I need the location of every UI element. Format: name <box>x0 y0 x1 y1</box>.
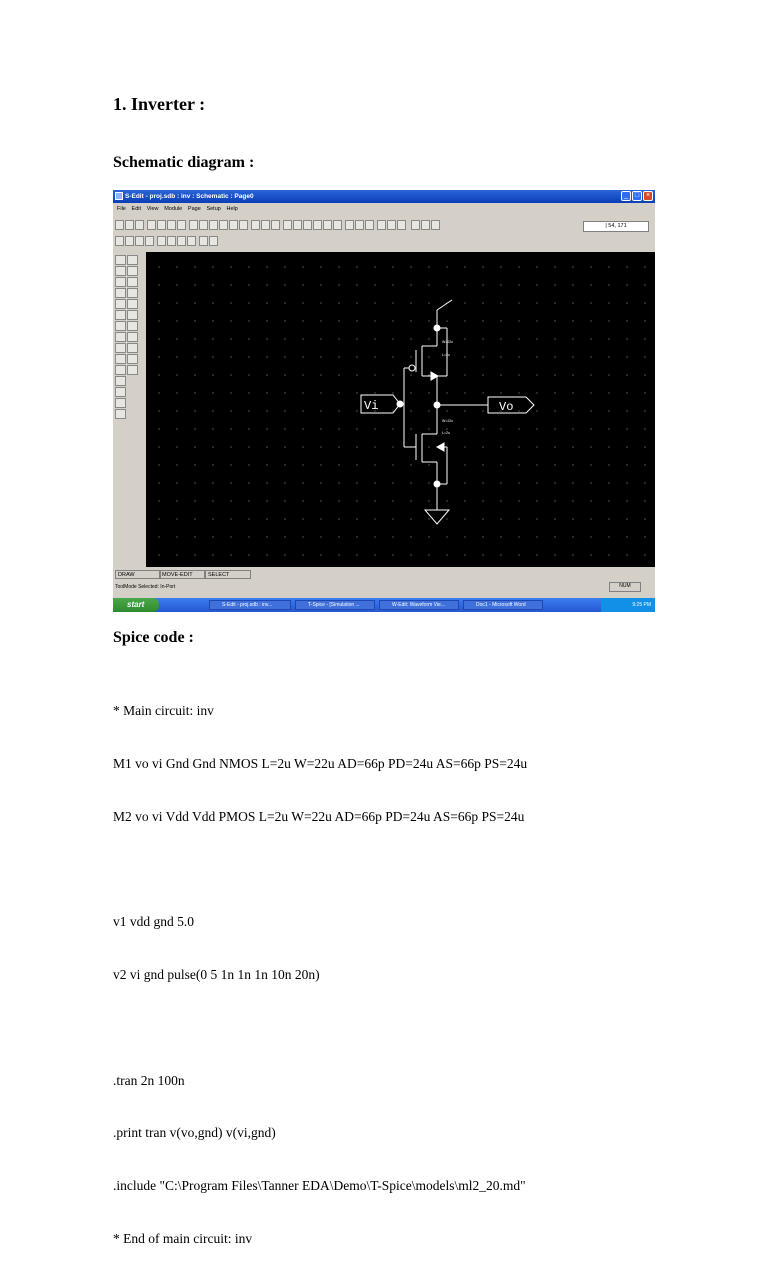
toolbar-button[interactable] <box>145 236 154 246</box>
menu-module[interactable]: Module <box>164 206 183 212</box>
code-line: * End of main circuit: inv <box>113 1231 253 1246</box>
code-line: M1 vo vi Gnd Gnd NMOS L=2u W=22u AD=66p PD=24u AS=66p PS=24u <box>113 755 528 771</box>
task-word[interactable]: Doc1 - Microsoft Word <box>463 600 543 610</box>
toolbar-button[interactable] <box>333 220 342 230</box>
vdd-symbol <box>437 300 452 310</box>
task-t-spice[interactable]: T-Spice - [Simulation ... <box>295 600 375 610</box>
palette-tool-button[interactable] <box>115 277 126 287</box>
toolbar-button[interactable] <box>125 220 134 230</box>
code-line: M2 vo vi Vdd Vdd PMOS L=2u W=22u AD=66p PD=24u AS=66p PS=24u <box>113 808 525 824</box>
ground-symbol <box>425 510 449 524</box>
windows-taskbar <box>113 598 655 612</box>
window-titlebar <box>113 190 655 203</box>
toolbar-button[interactable] <box>387 220 396 230</box>
toolbar-button[interactable] <box>157 236 166 246</box>
secondary-toolbar <box>115 235 653 249</box>
toolbar-button[interactable] <box>135 220 144 230</box>
nmos-l-label: L=2u <box>442 431 450 435</box>
menu-file[interactable]: File <box>117 206 126 212</box>
toolbar-button[interactable] <box>365 220 374 230</box>
code-line: .tran 2n 100n <box>113 1072 185 1088</box>
nmos-transistor <box>416 434 447 462</box>
toolbar-button[interactable] <box>313 220 322 230</box>
pmos-transistor <box>409 346 447 380</box>
toolbar-button[interactable] <box>199 220 208 230</box>
status-bar <box>113 569 655 580</box>
palette-tool-button[interactable] <box>115 387 126 397</box>
toolbar-button[interactable] <box>411 220 420 230</box>
toolbar-button[interactable] <box>303 220 312 230</box>
toolbar-button[interactable] <box>177 236 186 246</box>
toolbar-button[interactable] <box>431 220 440 230</box>
menu-page[interactable]: Page <box>187 206 201 212</box>
minimize-button[interactable]: _ <box>621 191 631 201</box>
palette-tool-button[interactable] <box>127 332 138 342</box>
toolbar-button[interactable] <box>115 236 124 246</box>
pmos-w-label: W=22u <box>442 340 454 344</box>
toolbar-button[interactable] <box>115 220 124 230</box>
toolbar-button[interactable] <box>125 236 134 246</box>
status-select: SELECT <box>205 570 251 579</box>
palette-tool-button[interactable] <box>115 255 126 265</box>
palette-tool-button[interactable] <box>127 343 138 353</box>
palette-tool-button[interactable] <box>115 310 126 320</box>
app-icon <box>115 192 123 200</box>
palette-tool-button[interactable] <box>127 321 138 331</box>
toolbar-button[interactable] <box>135 236 144 246</box>
start-button[interactable]: start <box>113 598 159 612</box>
section-heading: 1. Inverter : <box>113 94 206 114</box>
schematic-heading: Schematic diagram : <box>113 154 255 171</box>
palette-tool-button[interactable] <box>127 255 138 265</box>
vo-label: Vo <box>499 400 514 414</box>
inverter-schematic <box>146 252 655 567</box>
spice-code-block <box>113 667 527 1265</box>
toolbar-button[interactable] <box>283 220 292 230</box>
window-title: S-Edit - proj.sdb : inv : Schematic : Page0 <box>125 193 254 200</box>
schematic-canvas[interactable] <box>146 252 655 567</box>
status-draw: DRAW <box>115 570 161 579</box>
palette-tool-button[interactable] <box>127 277 138 287</box>
toolbar-button[interactable] <box>377 220 386 230</box>
code-line: v2 vi gnd pulse(0 5 1n 1n 1n 10n 20n) <box>113 967 320 983</box>
system-tray-clock: 9:25 PM <box>601 598 655 612</box>
toolbar-button[interactable] <box>199 236 208 246</box>
pmos-l-label: L=2u <box>442 353 450 357</box>
toolbar-button[interactable] <box>209 236 218 246</box>
task-s-edit[interactable]: S-Edit - proj.sdb : inv... <box>209 600 291 610</box>
palette-tool-button[interactable] <box>127 310 138 320</box>
toolbar-button[interactable] <box>239 220 248 230</box>
palette-tool-button[interactable] <box>127 266 138 276</box>
palette-tool-button[interactable] <box>115 299 126 309</box>
code-line: .print tran v(vo,gnd) v(vi,gnd) <box>113 1125 276 1141</box>
menu-help[interactable]: Help <box>226 206 238 212</box>
code-line-blank <box>113 861 527 879</box>
palette-tool-button[interactable] <box>115 321 126 331</box>
palette-tool-button[interactable] <box>115 288 126 298</box>
menu-bar <box>113 204 655 214</box>
toolbar-button[interactable] <box>271 220 280 230</box>
code-line: .include "C:\Program Files\Tanner EDA\Demo\T-Spice\models\ml2_20.md" <box>113 1178 526 1194</box>
toolbar-button[interactable] <box>323 220 332 230</box>
palette-tool-button[interactable] <box>115 365 126 375</box>
menu-edit[interactable]: Edit <box>131 206 142 212</box>
vi-label: Vi <box>364 399 379 413</box>
toolbar-button[interactable] <box>355 220 364 230</box>
toolbar-button[interactable] <box>345 220 354 230</box>
tool-palette <box>115 255 143 567</box>
palette-tool-button[interactable] <box>115 398 126 408</box>
toolbar-button[interactable] <box>209 220 218 230</box>
toolbar-button[interactable] <box>251 220 260 230</box>
toolbar-button[interactable] <box>189 220 198 230</box>
toolbar-button[interactable] <box>167 236 176 246</box>
palette-tool-button[interactable] <box>127 288 138 298</box>
toolbar-button[interactable] <box>229 220 238 230</box>
maximize-button[interactable]: □ <box>632 191 642 201</box>
coordinate-readout: | 54, 171 <box>583 221 649 232</box>
palette-tool-button[interactable] <box>115 343 126 353</box>
palette-tool-button[interactable] <box>115 409 126 419</box>
toolbar-button[interactable] <box>147 220 156 230</box>
palette-tool-button[interactable] <box>115 354 126 364</box>
toolbar-button[interactable] <box>261 220 270 230</box>
palette-tool-button[interactable] <box>115 266 126 276</box>
toolbar-button[interactable] <box>293 220 302 230</box>
toolbar-button[interactable] <box>397 220 406 230</box>
num-lock-indicator: NUM <box>609 582 641 592</box>
palette-tool-button[interactable] <box>127 354 138 364</box>
palette-tool-button[interactable] <box>115 376 126 386</box>
status-move-edit: MOVE-EDIT <box>159 570 205 579</box>
close-button[interactable]: × <box>643 191 653 201</box>
main-toolbar <box>115 219 653 233</box>
toolbar-button[interactable] <box>157 220 166 230</box>
code-line: v1 vdd gnd 5.0 <box>113 914 194 930</box>
toolbar-button[interactable] <box>187 236 196 246</box>
palette-tool-button[interactable] <box>127 365 138 375</box>
toolbar-button[interactable] <box>177 220 186 230</box>
toolmode-status: ToolMode Selected: In-Port <box>115 584 176 590</box>
palette-tool-button[interactable] <box>115 332 126 342</box>
menu-view[interactable]: View <box>146 206 159 212</box>
s-edit-screenshot <box>113 190 655 612</box>
palette-tool-button[interactable] <box>127 299 138 309</box>
spice-heading: Spice code : <box>113 629 194 646</box>
code-line-blank <box>113 1019 527 1037</box>
task-w-edit[interactable]: W-Edit: Waveform Vie... <box>379 600 459 610</box>
menu-setup[interactable]: Setup <box>206 206 221 212</box>
code-line: * Main circuit: inv <box>113 703 214 719</box>
toolbar-button[interactable] <box>167 220 176 230</box>
toolbar-button[interactable] <box>421 220 430 230</box>
nmos-w-label: W=22u <box>442 419 454 423</box>
toolbar-button[interactable] <box>219 220 228 230</box>
